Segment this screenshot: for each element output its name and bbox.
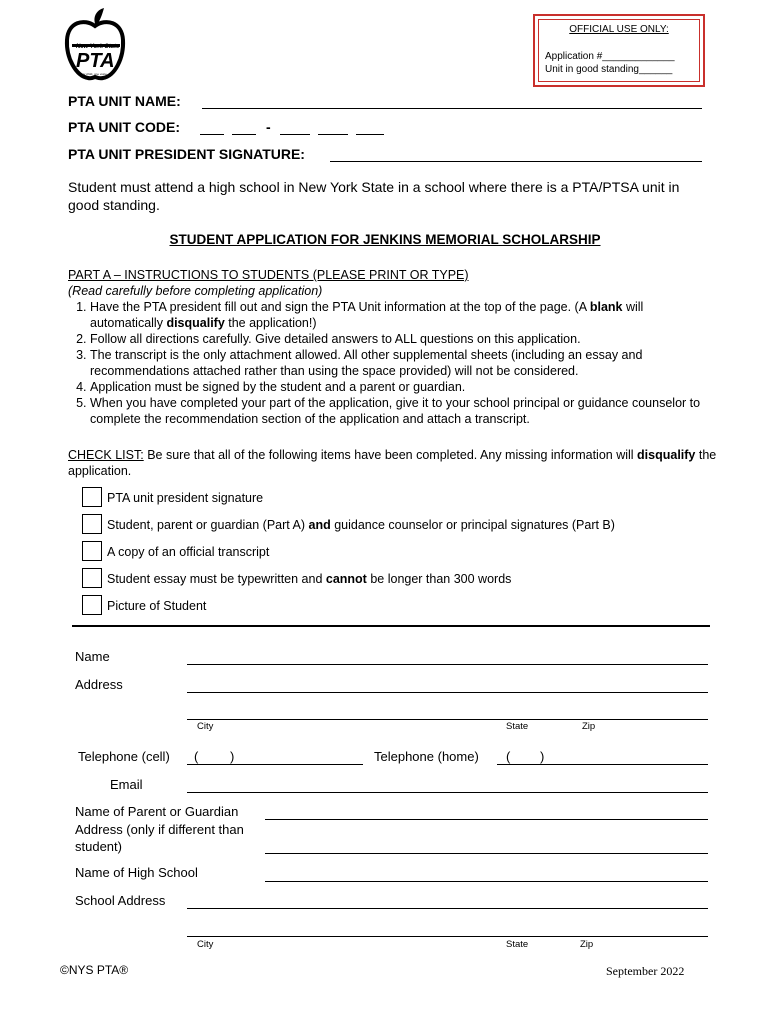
application-number-field: Application #_____________: [545, 51, 675, 62]
instruction-text: will automatically: [90, 300, 644, 330]
checklist-item-label: [107, 572, 511, 586]
unit-code-dash: -: [266, 119, 271, 135]
eligibility-text: Student must attend a high school in New York State in a school where there is a PTA/PTSA unit in good standing.: [68, 179, 680, 213]
school-city-caption: City: [197, 939, 214, 950]
logo-big-text: PTA: [76, 50, 115, 72]
paren-close: ): [230, 749, 235, 764]
telephone-cell-input-line[interactable]: [187, 764, 363, 765]
footer-date: September 2022: [606, 964, 685, 978]
checklist-text: Student, parent or guardian (Part A): [107, 518, 309, 532]
checklist-item-label: A copy of an official transcript: [107, 545, 270, 559]
president-signature-line[interactable]: [330, 161, 702, 162]
email-input-line[interactable]: [187, 792, 708, 793]
paren-open: (: [194, 749, 199, 764]
instruction-item: 4. Application must be signed by the student and a parent or guardian.: [90, 379, 718, 395]
checklist-bold-cannot: cannot: [325, 572, 367, 586]
unit-code-line-5[interactable]: [356, 134, 384, 135]
name-input-line[interactable]: [187, 664, 708, 665]
checklist-text: guidance counselor or principal signatures (Part B): [330, 518, 615, 532]
name-label: Name: [75, 649, 110, 664]
instruction-bold-disqualify: disqualify: [166, 316, 225, 330]
school-state-caption: State: [506, 939, 529, 950]
logo-top-text: New York State: [76, 44, 120, 50]
high-school-label: Name of High School: [75, 865, 198, 880]
checklist-item-label: [107, 518, 615, 532]
nys-pta-logo: [62, 6, 128, 84]
instruction-bold-blank: blank: [589, 300, 623, 314]
part-a-instructions: [68, 267, 718, 427]
city-caption: City: [197, 721, 214, 732]
footer-copyright: ©NYS PTA®: [60, 963, 129, 977]
school-city-state-zip-input-line[interactable]: [187, 936, 708, 937]
unit-code-line-4[interactable]: [318, 134, 348, 135]
checklist-item-label: PTA unit president signature: [107, 491, 264, 505]
part-a-subheading: (Read carefully before completing application): [68, 284, 323, 298]
checklist-intro: [68, 447, 718, 479]
email-label: Email: [110, 777, 143, 792]
checkbox-transcript[interactable]: [82, 541, 102, 561]
official-use-title: OFFICIAL USE ONLY:: [569, 24, 669, 35]
section-divider: [72, 625, 710, 627]
instruction-item: 3. The transcript is the only attachment allowed. All other supplemental sheets (including an essay and recommendations attached rather than using the space provided) will not be considered.: [90, 347, 718, 379]
paren-close: ): [540, 749, 545, 764]
pta-unit-name-label: PTA UNIT NAME:: [68, 93, 181, 109]
address-input-line[interactable]: [187, 692, 708, 693]
president-signature-label: PTA UNIT PRESIDENT SIGNATURE:: [68, 146, 305, 162]
telephone-home-input-line[interactable]: [497, 764, 708, 765]
part-a-heading: PART A – INSTRUCTIONS TO STUDENTS (PLEASE PRINT OR TYPE): [68, 268, 469, 282]
checkbox-signatures[interactable]: [82, 514, 102, 534]
instruction-item: [90, 299, 718, 331]
pta-unit-name-line[interactable]: [202, 108, 702, 109]
state-caption: State: [506, 721, 529, 732]
parent-name-label: Name of Parent or Guardian: [75, 804, 239, 819]
instruction-text: Have the PTA president fill out and sign the PTA Unit information at the top of the page. (A: [90, 300, 590, 314]
unit-code-line-3[interactable]: [280, 134, 310, 135]
checklist-intro-text: Be sure that all of the following items have been completed. Any missing information will: [143, 448, 638, 462]
checklist-bold-and: and: [308, 518, 331, 532]
checklist-heading: CHECK LIST:: [68, 448, 144, 462]
address-label: Address: [75, 677, 123, 692]
telephone-cell-label: Telephone (cell): [78, 749, 170, 764]
checklist-text: Student essay must be typewritten and: [107, 572, 326, 586]
instruction-list: [68, 299, 718, 427]
pta-unit-code-label: PTA UNIT CODE:: [68, 119, 180, 135]
school-zip-caption: Zip: [580, 939, 594, 950]
unit-code-line-2[interactable]: [232, 134, 256, 135]
instruction-item: 5. When you have completed your part of the application, give it to your school principal or guidance counselor to complete the recommendation section of the application and attach a transcript.: [90, 395, 718, 427]
official-use-box: [533, 14, 705, 87]
high-school-input-line[interactable]: [265, 881, 708, 882]
paren-open: (: [506, 749, 511, 764]
parent-address-label-cont: student): [75, 839, 122, 854]
checkbox-president-signature[interactable]: [82, 487, 102, 507]
parent-address-label: Address (only if different than: [75, 822, 244, 837]
checklist-bold-disqualify: disqualify: [637, 448, 696, 462]
zip-caption: Zip: [582, 721, 596, 732]
city-state-zip-input-line[interactable]: [187, 719, 708, 720]
school-address-input-line[interactable]: [187, 908, 708, 909]
unit-standing-field: Unit in good standing______: [545, 64, 673, 75]
checklist-item-label: Picture of Student: [107, 599, 207, 613]
instruction-text: the application!): [224, 316, 317, 330]
checklist-intro-end: the application.: [68, 448, 717, 478]
parent-name-input-line[interactable]: [265, 819, 708, 820]
checklist-text: be longer than 300 words: [366, 572, 512, 586]
checkbox-picture[interactable]: [82, 595, 102, 615]
document-title: STUDENT APPLICATION FOR JENKINS MEMORIAL SCHOLARSHIP: [169, 232, 601, 247]
checkbox-essay[interactable]: [82, 568, 102, 588]
telephone-home-label: Telephone (home): [374, 749, 479, 764]
logo-bottom-text: every child. one voice.: [78, 72, 108, 76]
school-address-label: School Address: [75, 893, 166, 908]
unit-code-line-1[interactable]: [200, 134, 224, 135]
instruction-item: 2. Follow all directions carefully. Give detailed answers to ALL questions on this application.: [90, 331, 718, 347]
parent-address-input-line[interactable]: [265, 853, 708, 854]
